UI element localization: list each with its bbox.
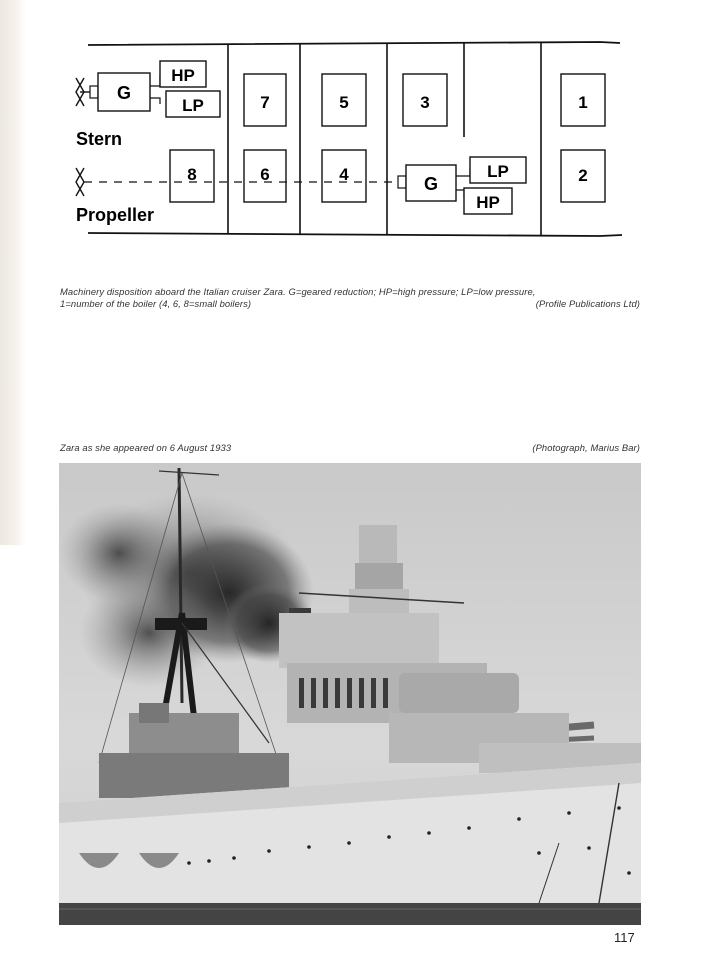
boiler-1-label: 1 <box>578 93 588 112</box>
boiler-6-label: 6 <box>260 165 270 184</box>
photo-caption-text: Zara as she appeared on 6 August 1933 <box>60 442 232 453</box>
propeller-label: Propeller <box>76 205 155 225</box>
hp-upper-label: HP <box>171 66 195 85</box>
caption-line-1: Machinery disposition aboard the Italian cruiser Zara. G=geared reduction; HP=high pressure; LP=low pressure, <box>60 286 536 297</box>
boiler-4-label: 4 <box>339 165 349 184</box>
caption-line-2: 1=number of the boiler (4, 6, 8=small boilers) <box>60 298 252 309</box>
diagram-caption <box>60 286 640 310</box>
boiler-8-label: 8 <box>187 165 197 184</box>
lp-upper-label: LP <box>182 96 204 115</box>
propeller-lower-icon <box>76 168 84 196</box>
gear-lower-label: G <box>423 174 439 194</box>
stern-label: Stern <box>76 129 123 149</box>
boiler-3-label: 3 <box>420 93 430 112</box>
hull-bottom-line <box>88 233 622 236</box>
coupling-upper <box>90 86 98 98</box>
coupling-lower <box>398 176 406 188</box>
gear-upper-label: G <box>116 83 132 103</box>
caption-credit: (Profile Publications Ltd) <box>535 298 640 309</box>
machinery-diagram <box>0 0 706 260</box>
boiler-5-label: 5 <box>339 93 349 112</box>
lp-lower-label: LP <box>487 162 509 181</box>
ship-photograph <box>59 463 641 925</box>
hp-lower-label: HP <box>476 193 500 212</box>
photo-caption <box>60 442 640 453</box>
page-number: 117 <box>614 930 635 945</box>
boiler-2-label: 2 <box>578 166 588 185</box>
boiler-7-label: 7 <box>260 93 270 112</box>
photo-credit: (Photograph, Marius Bar) <box>532 442 640 453</box>
